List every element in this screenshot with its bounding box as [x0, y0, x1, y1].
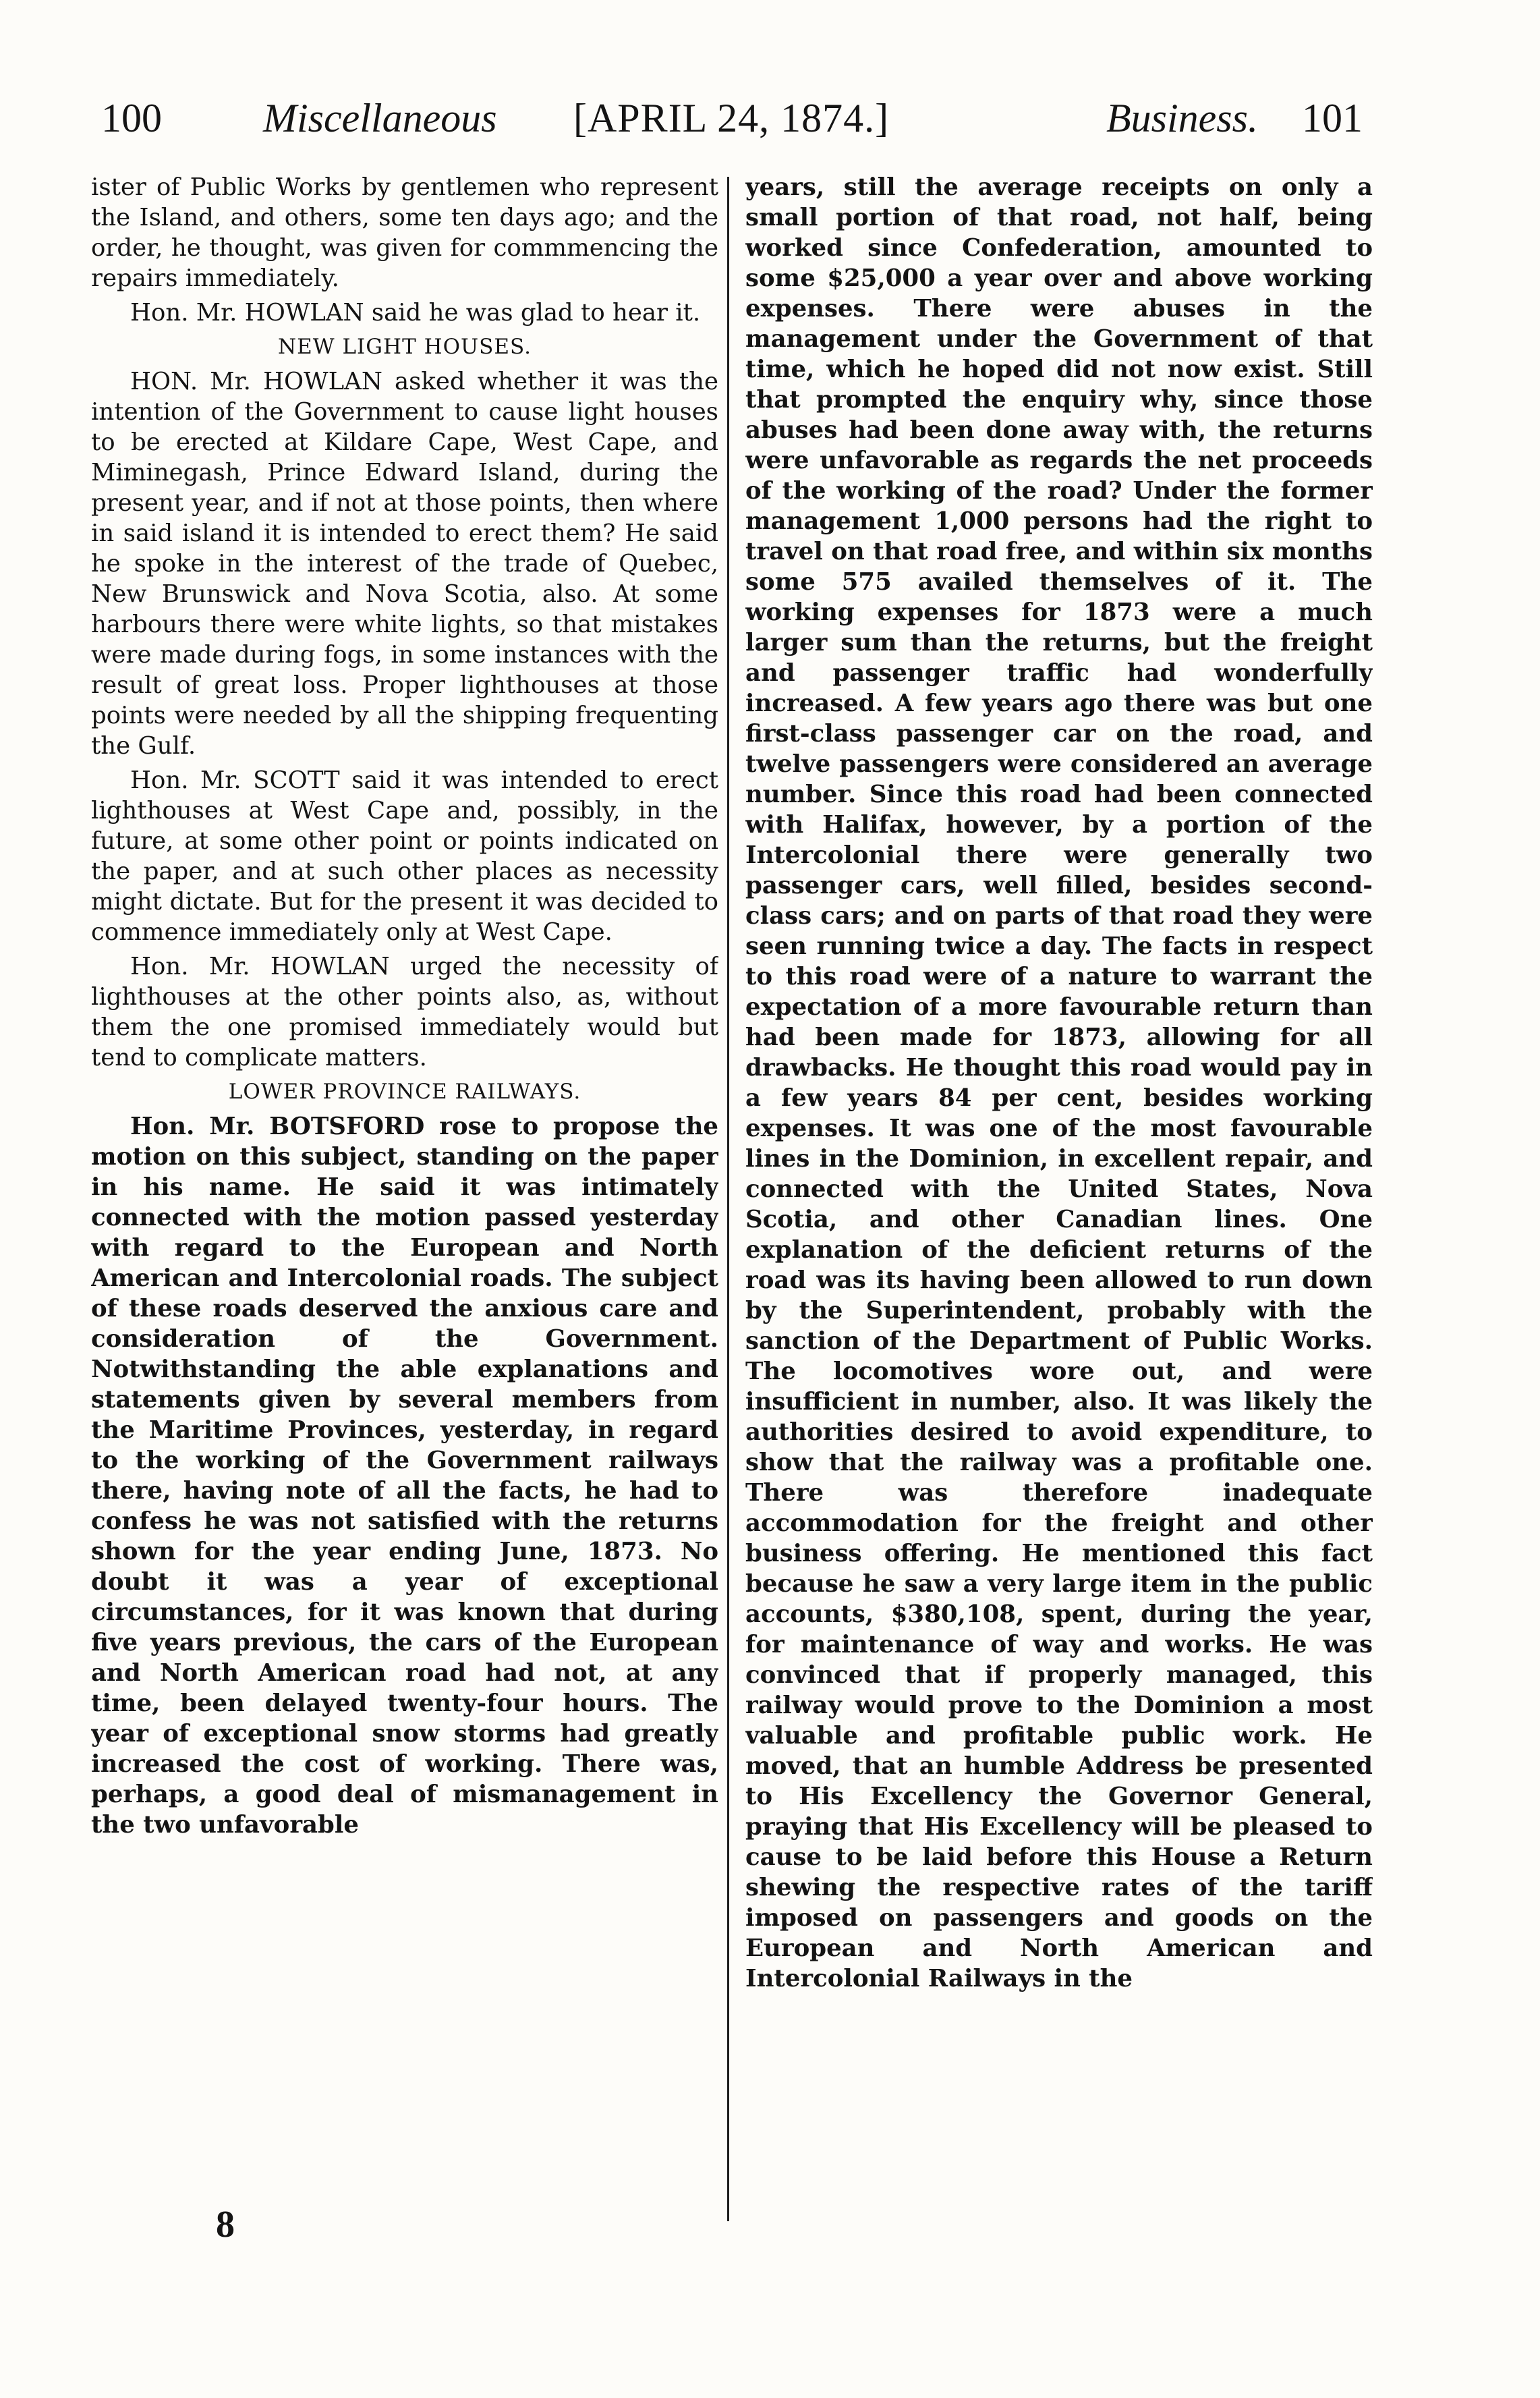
section-heading: LOWER PROVINCE RAILWAYS.: [228, 1080, 581, 1104]
section-title-left: Miscellaneous: [263, 96, 497, 140]
signature-folio: 8: [216, 2204, 235, 2246]
header-date: [APRIL 24, 1874.]: [573, 96, 890, 140]
page-number-right: 101: [1302, 96, 1363, 140]
left-column: [91, 172, 718, 2230]
section-heading: NEW LIGHT HOUSES.: [277, 335, 532, 359]
right-column: [745, 172, 1373, 2230]
paragraph: Hon. Mr. HOWLAN said he was glad to hear it.: [130, 299, 701, 327]
paragraph: Hon. Mr. BOTSFORD rose to propose the motion on this subject, standing on the paper in his name. He said it was intimately connected with the motion passed yesterday with regard to the European and North American and Intercolonial roads. The subject of these roads deserved the anxious care and consideration of the Government. Notwithstanding the able explanations and statements given by several members from the Maritime Provinces, yesterday, in regard to the working of the Government railways there, having note of all the facts, he had to confess he was not satisfied with the returns shown for the year ending June, 1873. No doubt it was a year of exceptional circumstances, for it was known that during five years previous, the cars of the European and North American road had not, at any time, been delayed twenty-four hours. The year of exceptional snow storms had greatly increased the cost of working. There was, perhaps, a good deal of mismanagement in the two unfavorable: [91, 1113, 718, 1839]
section-title-right: Business.: [1106, 96, 1258, 140]
paragraph: years, still the average receipts on only a small portion of that road, not half, being worked since Confederation, amounted to some $25,000 a year over and above working expenses. There were abuses in the management under the Government of that time, which he hoped did not now exist. Still that prompted the enquiry why, since those abuses had been done away with, the returns were unfavorable as regards the net proceeds of the working of the road? Under the former management 1,000 persons had the right to travel on that road free, and within six months some 575 availed themselves of it. The working expenses for 1873 were a much larger sum than the returns, but the freight and passenger traffic had wonderfully increased. A few years ago there was but one first-class passenger car on the road, and twelve passengers were considered an average number. Since this road had been connected with Halifax, however, by a portion of the Intercolonial there were generally two passenger cars, well filled, besides second-class cars; and on parts of that road they were seen running twice a day. The facts in respect to this road were of a nature to warrant the expectation of a more favourable return than had been made for 1873, allowing for all drawbacks. He thought this road would pay in a few years 84 per cent, besides working expenses. It was one of the most favourable lines in the Dominion, in excellent repair, and connected with the United States, Nova Scotia, and other Canadian lines. One explanation of the deficient returns of the road was its having been allowed to run down by the Superintendent, probably with the sanction of the Department of Public Works. The locomotives wore out, and were insufficient in number, also. It was likely the authorities desired to avoid expenditure, to show that the railway was a profitable one. There was therefore inadequate accommodation for the freight and other business offering. He mentioned this fact because he saw a very large item in the public accounts, $380,108, spent, during the year, for maintenance of way and works. He was convinced that if properly managed, this railway would prove to the Dominion a most valuable and profitable public work. He moved, that an humble Address be presented to His Excellency the Governor General, praying that His Excellency will be pleased to cause to be laid before this House a Return shewing the respective rates of the tariff imposed on passengers and goods on the European and North American and Intercolonial Railways in the: [745, 173, 1373, 1992]
paragraph: ister of Public Works by gentlemen who represent the Island, and others, some ten days ago; and the order, he thought, was given for commmencing the repairs immediately.: [91, 173, 718, 292]
column-divider: [727, 177, 729, 2221]
paragraph: Hon. Mr. SCOTT said it was intended to erect lighthouses at West Cape and, possibly, in the future, at some other point or points indicated on the paper, and at such other places as necessity might dictate. But for the present it was decided to commence immediately only at West Cape.: [91, 766, 718, 946]
page-number-left: 100: [101, 96, 162, 140]
paragraph: HON. Mr. HOWLAN asked whether it was the intention of the Government to cause light houses to be erected at Kildare Cape, West Cape, and Miminegash, Prince Edward Island, during the present year, and if not at those points, then where in said island it is intended to erect them? He said he spoke in the interest of the trade of Quebec, New Brunswick and Nova Scotia, also. At some harbours there were white lights, so that mistakes were made during fogs, in some instances with the result of great loss. Proper lighthouses at those points were needed by all the shipping frequenting the Gulf.: [91, 368, 718, 760]
paragraph: Hon. Mr. HOWLAN urged the necessity of lighthouses at the other points also, as, without them the one promised immediately would but tend to complicate matters.: [91, 953, 718, 1071]
running-header: [94, 88, 1363, 148]
